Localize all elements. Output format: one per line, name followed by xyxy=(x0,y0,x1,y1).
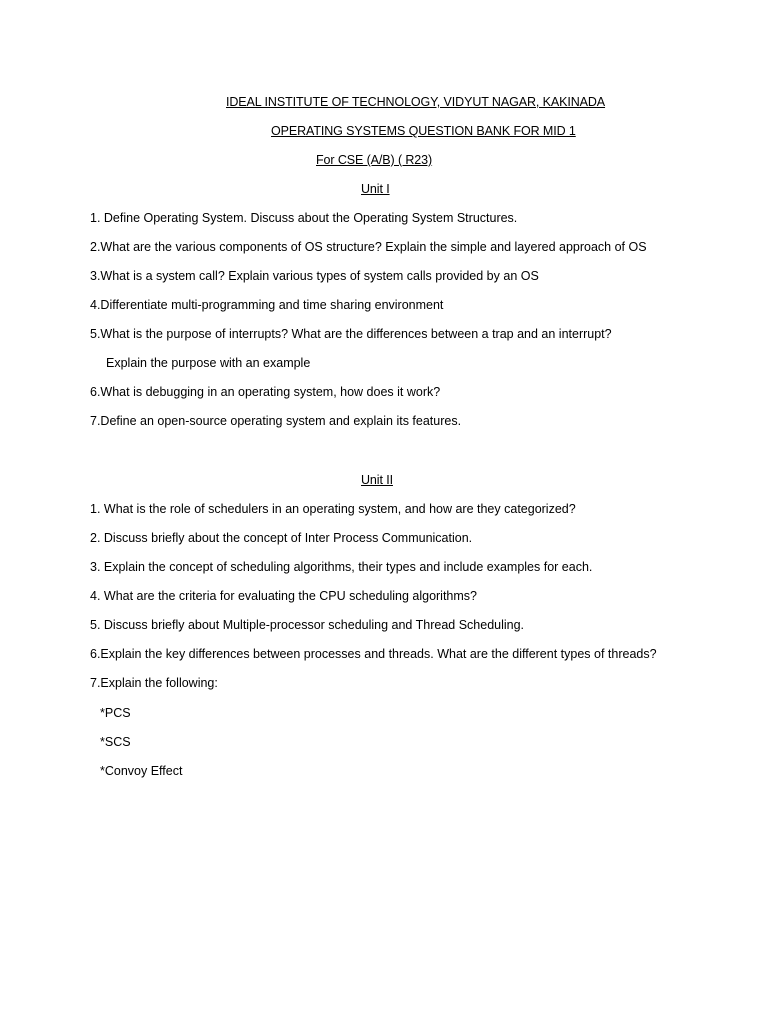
unit-2-bullet-scs: *SCS xyxy=(100,735,131,749)
unit-2-question-3: 3. Explain the concept of scheduling algorithms, their types and include examples for each. xyxy=(90,560,593,574)
unit-1-question-4: 4.Differentiate multi-programming and time sharing environment xyxy=(90,298,444,312)
unit-2-question-2: 2. Discuss briefly about the concept of Inter Process Communication. xyxy=(90,531,473,545)
unit-2-question-1: 1. What is the role of schedulers in an operating system, and how are they categorized? xyxy=(90,502,576,516)
unit-1-question-2: 2.What are the various components of OS structure? Explain the simple and layered approach of OS xyxy=(90,240,647,254)
unit-2-question-4: 4. What are the criteria for evaluating the CPU scheduling algorithms? xyxy=(90,589,477,603)
unit-2-question-5: 5. Discuss briefly about Multiple-processor scheduling and Thread Scheduling. xyxy=(90,618,525,632)
unit-1-question-6: 6.What is debugging in an operating system, how does it work? xyxy=(90,385,441,399)
unit-1-title: Unit I xyxy=(361,182,390,196)
unit-1-question-5-continued: Explain the purpose with an example xyxy=(106,356,311,370)
unit-2-title: Unit II xyxy=(361,473,393,487)
unit-1-question-1: 1. Define Operating System. Discuss about the Operating System Structures. xyxy=(90,211,518,225)
unit-2-question-7: 7.Explain the following: xyxy=(90,676,218,690)
unit-1-question-7: 7.Define an open-source operating system and explain its features. xyxy=(90,414,462,428)
unit-2-bullet-convoy-effect: *Convoy Effect xyxy=(100,764,183,778)
unit-1-question-3: 3.What is a system call? Explain various types of system calls provided by an OS xyxy=(90,269,539,283)
unit-1-question-5: 5.What is the purpose of interrupts? What are the differences between a trap and an interrupt? xyxy=(90,327,612,341)
institute-heading: IDEAL INSTITUTE OF TECHNOLOGY, VIDYUT NAGAR, KAKINADA xyxy=(226,95,606,109)
unit-2-bullet-pcs: *PCS xyxy=(100,706,131,720)
unit-2-question-6: 6.Explain the key differences between processes and threads. What are the different types of threads? xyxy=(90,647,657,661)
course-heading: For CSE (A/B) ( R23) xyxy=(316,153,433,167)
question-bank-title: OPERATING SYSTEMS QUESTION BANK FOR MID 1 xyxy=(271,124,576,138)
